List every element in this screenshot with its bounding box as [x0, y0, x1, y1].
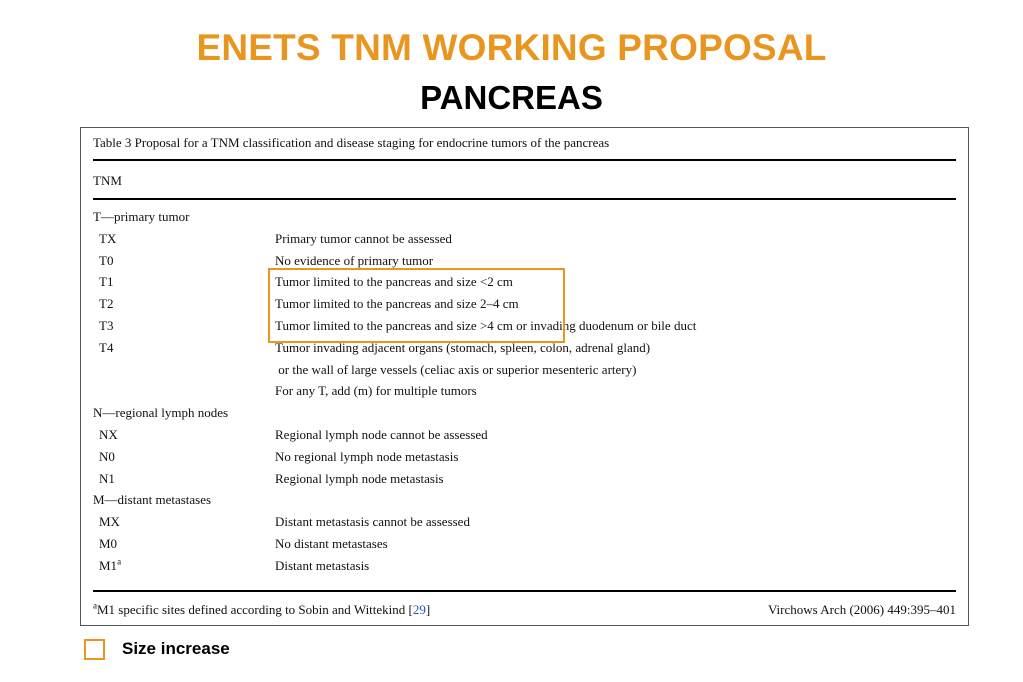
row-desc: Tumor limited to the pancreas and size >4 cm or invading duodenum or bile duct — [275, 318, 697, 333]
table-row — [93, 403, 956, 425]
row-desc: Primary tumor cannot be assessed — [275, 230, 452, 246]
row-code: N—regional lymph nodes — [93, 405, 229, 421]
row-desc: Distant metastasis cannot be assessed — [275, 514, 470, 530]
row-code: T3 — [99, 318, 114, 333]
row-desc: Regional lymph node metastasis — [275, 470, 444, 486]
table-row — [93, 381, 956, 403]
legend-swatch — [84, 639, 105, 660]
row-code: N1 — [99, 470, 115, 486]
table-row — [93, 425, 956, 447]
table-header: TNM — [93, 173, 122, 188]
table-rule-bottom — [93, 590, 956, 592]
row-code: M1$^a$ — [99, 556, 122, 573]
table-row — [93, 447, 956, 469]
row-desc: Tumor limited to the pancreas and size <2 cm — [275, 274, 513, 290]
row-code: T2 — [99, 296, 114, 312]
row-desc: Regional lymph node cannot be assessed — [275, 427, 488, 442]
row-code: NX — [99, 427, 118, 442]
table-row — [93, 229, 956, 251]
row-desc: No regional lymph node metastasis — [275, 448, 459, 464]
footnote-marker: a — [117, 556, 122, 567]
table-row — [93, 490, 956, 512]
row-code: T—primary tumor — [93, 209, 190, 224]
row-desc: Distant metastasis — [275, 557, 370, 573]
row-code: M—distant metastases — [93, 492, 212, 508]
row-code: TX — [99, 230, 117, 246]
tnm-table — [80, 127, 969, 626]
table-source: Virchows Arch (2006) 449:395–401 — [767, 602, 956, 617]
table-caption: Table 3 Proposal for a TNM classification and disease staging for endocrine tumors of the pancreas — [93, 135, 610, 150]
slide-subtitle: PANCREAS — [420, 79, 603, 116]
table-row — [93, 534, 956, 556]
legend-label: Size increase — [122, 639, 230, 658]
table-row — [93, 556, 956, 578]
table-rule-header — [93, 198, 956, 200]
table-row — [93, 512, 956, 534]
row-code: T4 — [99, 339, 114, 355]
row-desc: or the wall of large vessels (celiac axis or superior mesenteric artery) — [275, 361, 637, 377]
row-code: MX — [99, 514, 120, 530]
row-desc: Tumor limited to the pancreas and size 2–4 cm — [275, 296, 519, 312]
row-code: T0 — [99, 252, 114, 268]
table-row — [93, 469, 956, 491]
table-row — [93, 360, 956, 382]
row-desc: For any T, add (m) for multiple tumors — [275, 383, 477, 399]
slide-title: ENETS TNM WORKING PROPOSAL — [196, 27, 827, 68]
row-code: T1 — [99, 274, 114, 290]
row-desc: Tumor invading adjacent organs (stomach, spleen, colon, adrenal gland) — [275, 339, 651, 355]
table-footnote: $^a$M1 specific sites defined according to Sobin and Wittekind [29] — [93, 600, 431, 617]
table-row — [93, 207, 956, 229]
row-desc: No evidence of primary tumor — [275, 252, 434, 268]
reference-link[interactable]: 29 — [412, 602, 426, 617]
row-desc: No distant metastases — [275, 536, 388, 551]
row-code: M0 — [99, 536, 118, 551]
table-rule-top — [93, 159, 956, 161]
row-code: N0 — [99, 448, 115, 464]
footnote-mark: a — [93, 600, 97, 611]
size-highlight-box — [268, 268, 565, 343]
